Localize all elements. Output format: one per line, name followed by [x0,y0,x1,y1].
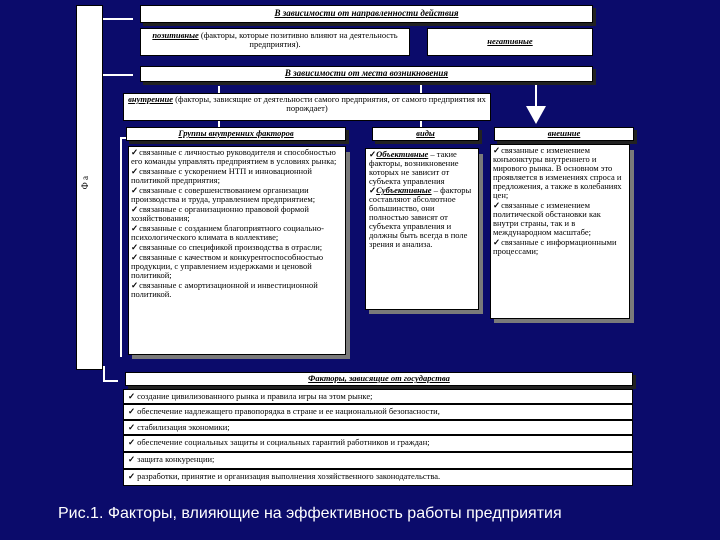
external-box [490,144,630,319]
negative-factors-box: негативные [427,28,593,56]
place-header: В зависимости от места возникновения [140,66,593,82]
list-item: ✓ связанные со спецификой производства в отрасли; [131,243,343,252]
list-item: ✓ связанные с созданием благоприятного социально-психологического климата в коллективе; [131,224,343,242]
positive-text: (факторы, которые позитивно влияют на деятельность предприятия). [198,30,398,49]
subjective-item: ✓Субъективные – факторы составляют абсолютное большинство, они полностью зависят от субъекта управления и должны быть всегда в поле зрения и анализа. [369,185,472,249]
state-header: Факторы, зависящие от государства [125,372,633,386]
objective-text: – такие факторы, возникновение которых не зависит от субъекта управления [369,149,459,186]
state-row: ✓ стабилизация экономики; [123,420,633,435]
connector-line [103,366,105,382]
state-row: ✓ обеспечение социальных защиты и социальных гарантий работников и граждан; [123,435,633,452]
list-item: ✓ связанные с изменением политической обстановки как внутри страны, так и в международном масштабе; [493,201,627,237]
connector-line [103,74,133,76]
list-item: ✓ связанные с амортизационной и инвестиционной политикой. [131,281,343,299]
state-row: ✓ обеспечение надлежащего правопорядка в стране и ее национальной безопасности, [123,404,633,420]
positive-factors-box [140,28,410,56]
left-factor-bar [76,5,103,370]
subjective-term: Субъективные [376,185,432,195]
left-factor-label: Ф а [80,176,90,190]
internal-term: внутренние [128,94,173,104]
connector-line [103,380,118,382]
list-item: ✓ связанные с организационно правовой формой хозяйствования; [131,205,343,223]
objective-item: ✓Объективные – такие факторы, возникновение которых не зависит от субъекта управления [369,149,459,186]
internal-groups-list [129,147,345,301]
types-header: виды [372,127,479,141]
external-arrow-icon [526,106,546,124]
subjective-text: – факторы составляют абсолютное большинство, они полностью зависят от субъекта управления и должны быть всегда в поле зрения и анализа. [369,185,472,249]
connector-line [120,137,122,357]
state-row: ✓ защита конкуренции; [123,452,633,469]
list-item: ✓ связанные с информационными процессами; [493,238,627,256]
list-item: ✓ связанные с качеством и конкурентоспособностью продукции, с управлением издержками и ценовой политикой; [131,253,343,280]
external-list [491,145,629,258]
internal-groups-box [128,146,346,355]
internal-definition-box [123,93,491,121]
objective-term: Объективные [376,149,429,159]
connector-line [103,18,133,20]
list-item: ✓ связанные с совершенствованием организации производства и труда, управлением предприятием; [131,186,343,204]
list-item: ✓ связанные с ускорением НТП и инновационной политикой предприятия; [131,167,343,185]
direction-header: В зависимости от направленности действия [140,5,593,23]
positive-term: позитивные [152,30,199,40]
list-item: ✓ связанные с личностью руководителя и способностью его команды управлять предприятием в условиях рынка; [131,148,343,166]
internal-groups-header: Группы внутренних факторов [126,127,346,141]
state-row: ✓ разработки, принятие и организация выполнения хозяйственного законодательства. [123,469,633,486]
types-box [365,148,479,310]
figure-caption: Рис.1. Факторы, влияющие на эффективность работы предприятия [58,505,562,522]
list-item: ✓ связанные с изменением конъюнктуры внутреннего и мирового рынка. В основном это проявляется в изменениях спроса и предложения, а также в колебаниях цен; [493,146,627,200]
state-row: ✓ создание цивилизованного рынка и правила игры на этом рынке; [123,389,633,404]
external-header: внешние [494,127,634,141]
internal-text: (факторы, зависящие от деятельности самого предприятия, от самого предприятия их порождает) [172,94,486,113]
